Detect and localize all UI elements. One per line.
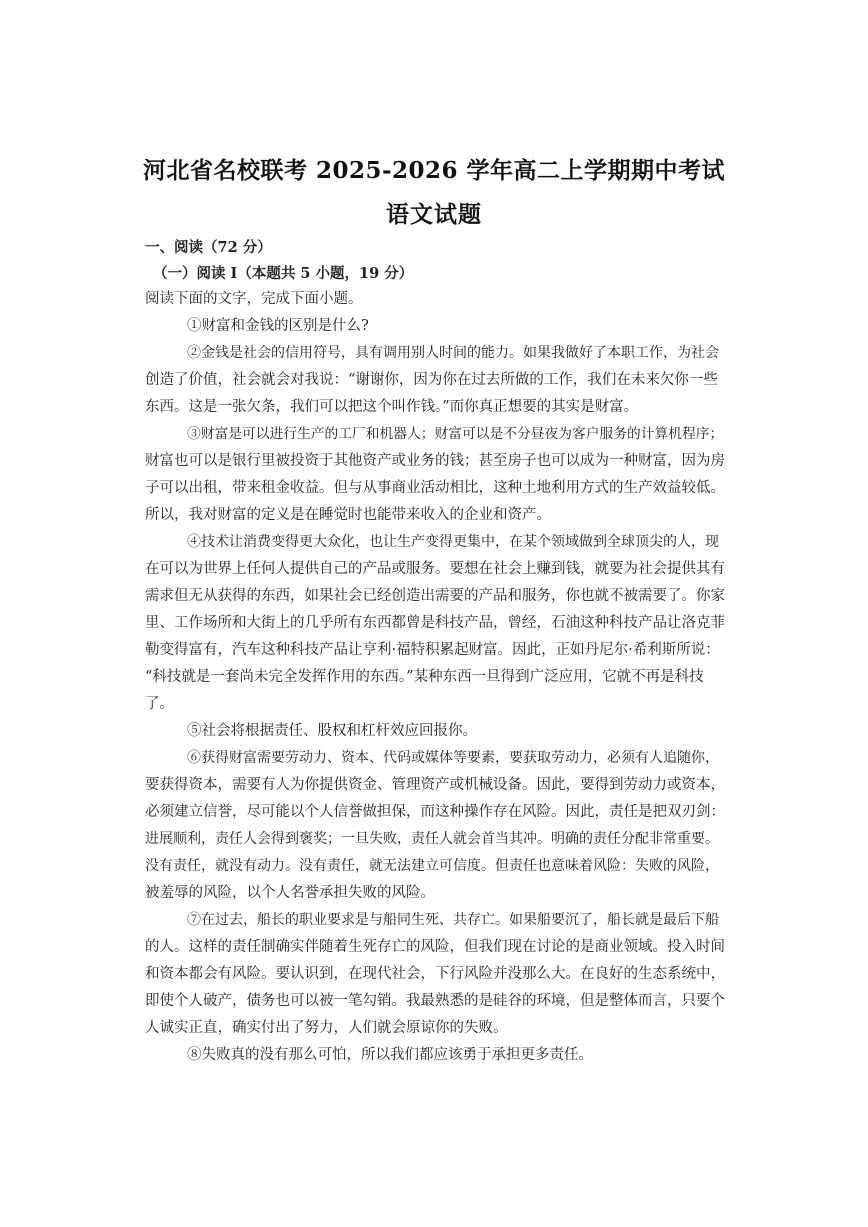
paragraph-line: 在可以为世界上任何人提供自己的产品或服务。要想在社会上赚到钱，就要为社会提供其有 [145, 561, 725, 577]
paragraph-line: “科技就是一套尚未完全发挥作用的东西。”某种东西一旦得到广泛应用，它就不再是科技 [145, 669, 704, 685]
exam-subtitle: 语文试题 [386, 201, 482, 228]
paragraph-line: 创造了价值，社会就会对我说：“谢谢你，因为你在过去所做的工作，我们在未来欠你一些 [145, 372, 718, 388]
reading-instruction: 阅读下面的文字，完成下面小题。 [145, 291, 363, 307]
paragraph-line: 被羞辱的风险，以个人名誉承担失败的风险。 [145, 885, 435, 901]
paragraph-line: 了。 [145, 696, 174, 712]
paragraph-line: 财富也可以是银行里被投资于其他资产或业务的钱；甚至房子也可以成为一种财富，因为房 [145, 453, 725, 469]
paragraph-line: ③财富是可以进行生产的工厂和机器人；财富可以是不分昼夜为客户服务的计算机程序； [187, 426, 724, 442]
paragraph-line: 即使个人破产，债务也可以被一笔勾销。我最熟悉的是硅谷的环境，但是整体而言，只要个 [145, 993, 725, 1009]
paragraph-line: ⑦在过去，船长的职业要求是与船同生死、共存亡。如果船要沉了，船长就是最后下船 [187, 912, 719, 928]
paragraph-line: 进展顺利，责任人会得到褒奖；一旦失败，责任人就会首当其冲。明确的责任分配非常重要。 [145, 831, 719, 847]
paragraph-line: 所以，我对财富的定义是在睡觉时也能带来收入的企业和资产。 [145, 507, 551, 523]
paragraph-line: 里、工作场所和大街上的几乎所有东西都曾是科技产品，曾经，石油这种科技产品让洛克菲 [145, 615, 725, 631]
exam-title: 河北省名校联考 2025-2026 学年高二上学期期中考试 [142, 157, 726, 184]
paragraph-line: 要获得资本，需要有人为你提供资金、管理资产或机械设备。因此，要得到劳动力或资本， [145, 777, 725, 793]
subsection-heading: （一）阅读 I（本题共 5 小题，19 分） [153, 265, 414, 282]
paragraph-line: ①财富和金钱的区别是什么? [187, 318, 369, 334]
paragraph-line: ⑧失败真的没有那么可怕，所以我们都应该勇于承担更多责任。 [187, 1047, 593, 1063]
paragraph-line: ④技术让消费变得更大众化，也让生产变得更集中，在某个领域做到全球顶尖的人，现 [187, 534, 719, 550]
paragraph-line: 必须建立信誉，尽可能以个人信誉做担保，而这种操作存在风险。因此，责任是把双刃剑： [145, 804, 725, 820]
paragraph-line: 人诚实正直，确实付出了努力，人们就会原谅你的失败。 [145, 1020, 508, 1036]
paragraph-line: ②金钱是社会的信用符号，具有调用别人时间的能力。如果我做好了本职工作，为社会 [187, 345, 719, 361]
paragraph-line: ⑥获得财富需要劳动力、资本、代码或媒体等要素，要获取劳动力，必须有人追随你， [187, 750, 719, 766]
paragraph-line: 需求但无从获得的东西，如果社会已经创造出需要的产品和服务，你也就不被需要了。你家 [145, 588, 725, 604]
paragraph-line: ⑤社会将根据责任、股权和杠杆效应回报你。 [187, 723, 477, 739]
paragraph-line: 子可以出租，带来租金收益。但与从事商业活动相比，这种土地利用方式的生产效益较低。 [145, 480, 725, 496]
paragraph-line: 的人。这样的责任制确实伴随着生死存亡的风险，但我们现在讨论的是商业领域。投入时间 [145, 939, 725, 955]
paragraph-line: 勒变得富有，汽车这种科技产品让亨利·福特积累起财富。因此，正如丹尼尔·希利斯所说： [145, 642, 720, 658]
paragraph-line: 没有责任，就没有动力。没有责任，就无法建立可信度。但责任也意味着风险：失败的风险， [145, 858, 719, 874]
paragraph-line: 东西。这是一张欠条，我们可以把这个叫作钱。”而你真正想要的其实是财富。 [145, 399, 639, 415]
section-heading: 一、阅读（72 分） [145, 239, 272, 256]
paragraph-line: 和资本都会有风险。要认识到，在现代社会，下行风险并没那么大。在良好的生态系统中， [145, 966, 725, 982]
